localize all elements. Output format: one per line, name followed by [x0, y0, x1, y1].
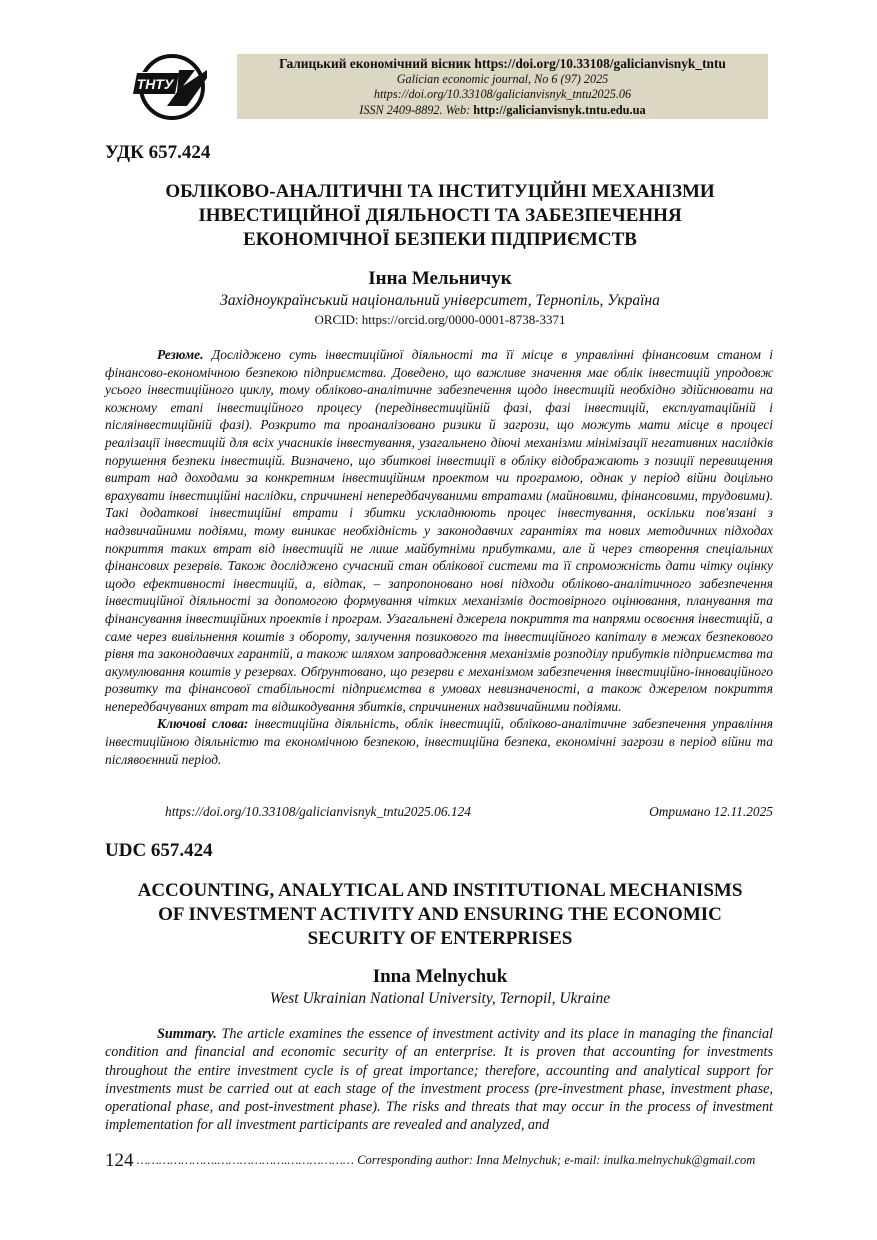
summary-label: Summary.	[157, 1026, 217, 1042]
received-date: Отримано 12.11.2025	[649, 804, 773, 819]
keywords-label: Ключові слова:	[157, 716, 249, 732]
affiliation-en: West Ukrainian National University, Ternopil, Ukraine	[269, 990, 611, 1007]
page-number: 124	[105, 1150, 134, 1171]
udc-en: UDC 657.424	[105, 840, 213, 861]
article-doi-link[interactable]: https://doi.org/10.33108/galicianvisnyk_tntu2025.06.124	[165, 804, 471, 819]
issn-text: ISSN 2409-8892. Web:	[359, 102, 474, 117]
university-logo	[133, 52, 211, 122]
abstract-paragraph	[105, 346, 773, 715]
journal-line: Галицький економічний вісник https://doi.org/10.33108/galicianvisnyk_tntu	[279, 56, 726, 71]
footer-dots: ………………….……………….………………	[133, 1153, 358, 1167]
orcid-link[interactable]: ORCID: https://orcid.org/0000-0001-8738-3371	[314, 312, 566, 327]
logo-text: ТНТУ	[136, 76, 174, 92]
website-link[interactable]: http://galicianvisnyk.tntu.edu.ua	[473, 102, 646, 117]
journal-issue: Galician economic journal, No 6 (97) 2025	[396, 71, 609, 86]
summary-text: The article examines the essence of investment activity and its place in managing the financial condition and financial and economic security of an enterprise. It is proven that accounting for investments throughout the entire investment cycle is of great importance; therefore, accounting and analytical support for investments must be carried out at each stage of the investment process (pre-investment phase, investment phase, operational phase, and post-investment phase). The risks and threats that may occur in the process of investment implementation for all investment participants are revealed and analyzed, and	[105, 1026, 773, 1134]
author-en: Inna Melnychuk	[372, 966, 508, 987]
page-footer	[105, 1150, 773, 1172]
title-en	[100, 879, 780, 951]
tntu-logo-icon	[133, 52, 211, 122]
title-ua-line: ОБЛІКОВО-АНАЛІТИЧНІ ТА ІНСТИТУЦІЙНІ МЕХАНІЗМИ	[165, 181, 715, 202]
journal-header-box	[237, 54, 768, 119]
title-en-line: SECURITY OF ENTERPRISES	[307, 928, 573, 949]
author-ua: Інна Мельничук	[368, 268, 512, 289]
abstract-label: Резюме.	[157, 347, 204, 362]
udc-ua: УДК 657.424	[105, 142, 211, 163]
affiliation-ua: Західноукраїнський національний університет, Тернопіль, Україна	[220, 292, 660, 309]
title-ua-line: ІНВЕСТИЦІЙНОЇ ДІЯЛЬНОСТІ ТА ЗАБЕЗПЕЧЕННЯ	[198, 205, 682, 226]
title-en-line: ACCOUNTING, ANALYTICAL AND INSTITUTIONAL MECHANISMS	[137, 880, 743, 901]
keywords-paragraph	[105, 715, 773, 768]
title-ua	[100, 180, 780, 252]
corresponding-author: Corresponding author: Inna Melnychuk; e-mail: inulka.melnychuk@gmail.com	[357, 1153, 756, 1167]
summary-en	[105, 1025, 773, 1135]
issue-doi-link[interactable]: https://doi.org/10.33108/galicianvisnyk_tntu2025.06	[373, 87, 632, 102]
abstract-ua	[105, 346, 773, 768]
summary-paragraph	[105, 1025, 773, 1135]
title-ua-line: ЕКОНОМІЧНОЇ БЕЗПЕКИ ПІДПРИЄМСТВ	[243, 229, 637, 250]
title-en-line: OF INVESTMENT ACTIVITY AND ENSURING THE ECONOMIC	[158, 904, 722, 925]
abstract-text: Досліджено суть інвестиційної діяльності та її місце в управлінні фінансовим станом і фінансово-економічною безпекою підприємства. Доведено, що важливе значення має облік інвестицій упродовж усього інвестиційного циклу, тому обліково-аналітичне забезпечення щодо інвестицій необхідно здійснювати на кожному етапі інвестиційного процесу (передінвестиційній фазі, фазі інвестицій, експлуатаційній і післяінвестиційній фазі). Розкрито та проаналізовано ризики й загрози, що можуть мати місце в процесі реалізації інвестицій для всіх учасників інвестування, узагальнено діючі механізми мінімізації негативних наслідків порушення безпеки інвестицій. Визначено, що збиткові інвестиції в обліку відображають з позиції перевищення витрат над доходами за конкретним інвестиційним проектом чи програмою, однак у період війни доцільно врахувати інвестиційні наслідки, спричинені непередбачуваними втратами (майновими, фінансовими, трудовими). Такі додаткові інвестиційні втрати і збитки ускладнюють процес інвестування, оскільки пов'язані з надзвичайними подіями, тому виникає необхідність у законодавчих гарантіях та нових методичних підходах покриття таких втрат від інвестицій не лише майбутніми прибутками, але й через створення спеціальних фінансових резервів. Також досліджено сучасний стан облікової системи та її спроможність дати чітку оцінку щодо ефективності інвестицій, а, відтак, – запропоновано нові підходи обліково-аналітичного забезпечення інвестиційної діяльності за допомогою формування чітких механізмів достовірного оцінювання, планування та фінансування інвестиційних проектів і програм. Узагальнені джерела покриття та напрями освоєння інвестицій, а саме через вивільнення коштів з обороту, залучення позикового та інвестиційного капіталу в межах безпекового рівня та законодавчих гарантій, а також шляхом запровадження механізмів розподілу прибутків підприємства та акумулювання коштів у резервах. Обґрунтовано, що резерви є механізмом забезпечення інвестиційно-інноваційного розвитку та фінансової стабільності підприємства в умовах невизначеності, а також джерелом покриття непередбачуваних втрат та відшкодування збитків, спричинених надзвичайними подіями.	[105, 347, 773, 714]
keywords-text: інвестиційна діяльність, облік інвестицій, обліково-аналітичне забезпечення управління інвестиційною діяльністю та економічною безпекою, інвестиційна безпека, економічні загрози в період війни та післявоєнний період.	[105, 716, 773, 767]
